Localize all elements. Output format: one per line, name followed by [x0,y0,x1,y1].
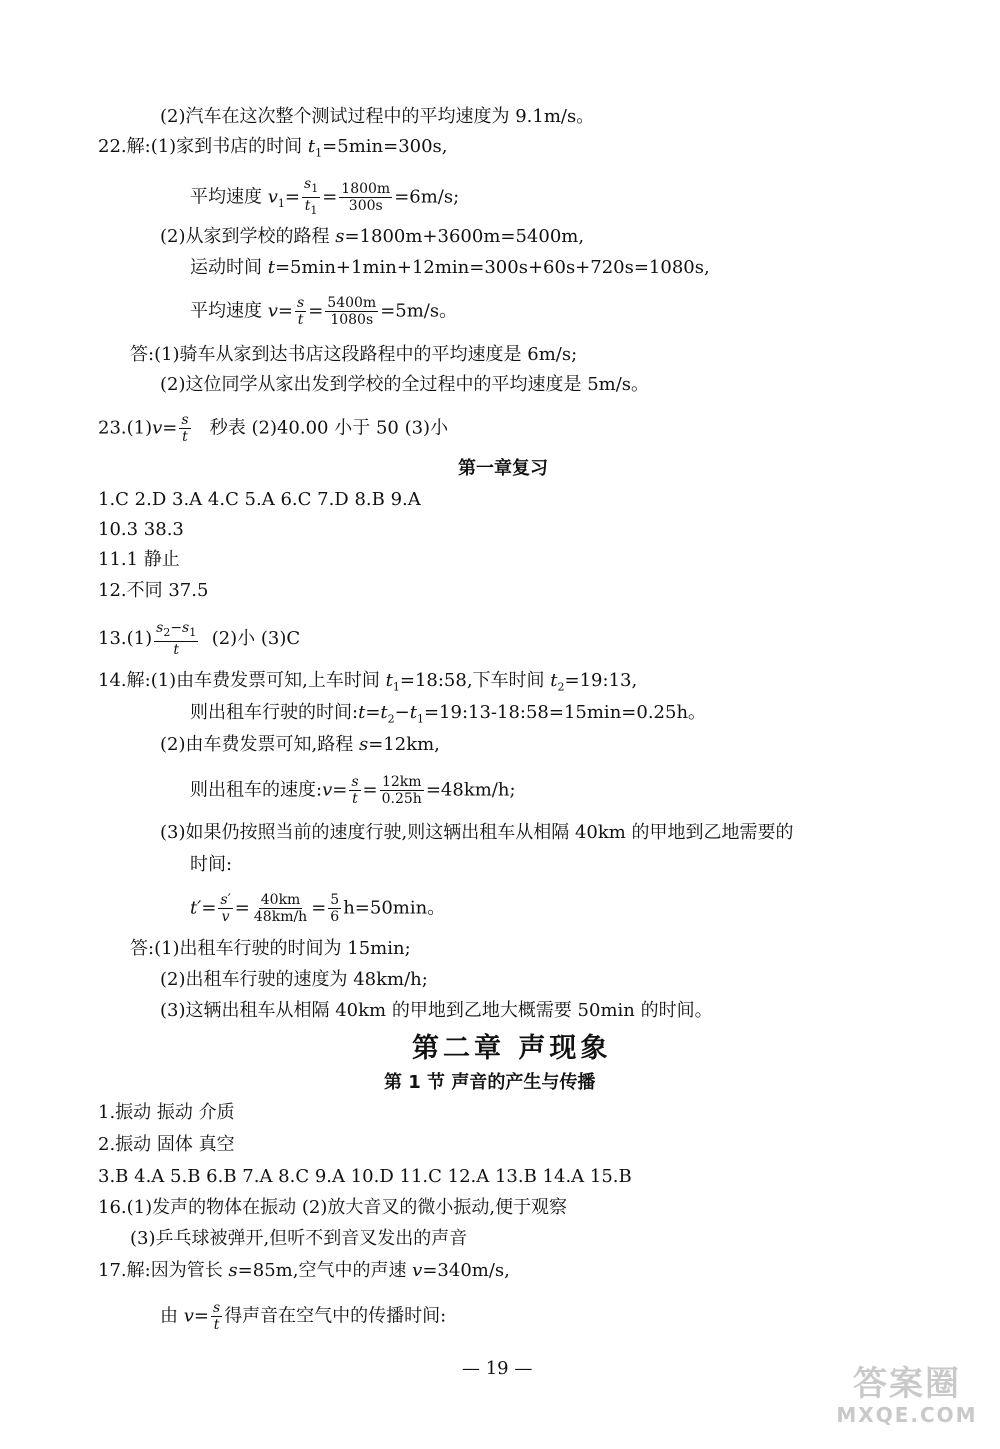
review-12: 12.不同 37.5 [98,580,209,601]
review-14-ans3: (3)这辆出租车从相隔 40km 的甲地到乙地大概需要 50min 的时间。 [160,1000,713,1021]
section-answer-1: 1.振动 振动 介质 [98,1102,235,1123]
review-14-ans2: (2)出租车行驶的速度为 48km/h; [160,969,428,990]
chapter-title: 第二章 声现象 [412,1033,612,1064]
review-14-line6: 时间: [190,854,233,875]
review-14-speed: 则出租车的速度:v= $\frac{s}{t}$ = $\frac{12km}{0.25h}$ =48km/h; [190,774,516,807]
answer-22-ans1: 答:(1)骑车从家到达书店这段路程中的平均速度是 6m/s; [130,344,578,365]
review-14-line5: (3)如果仍按照当前的速度行驶,则这辆出租车从相隔 40km 的甲地到乙地需要的 [160,822,794,843]
section-answer-3-15: 3.B 4.A 5.B 6.B 7.A 8.C 9.A 10.D 11.C 12.A 13.B 14.A 15.B [98,1166,632,1187]
section-answer-17b: 由 v= $\frac{s}{t}$ 得声音在空气中的传播时间: [160,1300,447,1333]
review-14-line3: (2)由车费发票可知,路程 s=12km, [160,734,440,755]
review-title: 第一章复习 [458,458,548,479]
review-1-9: 1.C 2.D 3.A 4.C 5.A 6.C 7.D 8.B 9.A [98,489,421,510]
answer-22-dist: (2)从家到学校的路程 s=1800m+3600m=5400m, [160,226,585,247]
review-13: 13.(1) $\frac{s_2-s_1}{t}$ (2)小 (3)C [98,620,301,658]
section-answer-2: 2.振动 固体 真空 [98,1134,235,1155]
answer-22-avg1: 平均速度 $v_1=$ $\frac{s_1}{t_1}$ = $\frac{1800m}{300s}$ =6m/s; [190,176,460,217]
section-title: 第 1 节 声音的产生与传播 [384,1072,596,1093]
answer-22-avg2: 平均速度 v= $\frac{s}{t}$ = $\frac{5400m}{1080s}$ =5m/s。 [190,295,458,328]
review-14-line2: 则出租车行驶的时间$:t=t_2-t_1=19:13-18:58=15\min=0.25h$。 [190,702,707,726]
review-10: 10.3 38.3 [98,519,184,540]
review-14-line1: 14.解:(1)由车费发票可知,上车时间 $t_1=18:58$,下车时间 $t_2=19:13$, [98,670,638,694]
review-14-ans1: 答:(1)出租车行驶的时间为 15min; [130,938,411,959]
answer-22-line1: 22.解:(1)家到书店的时间 $t_1=5\min=300s$, [98,136,448,160]
watermark-logo: 答案圈 MXQE.COM [836,1364,978,1427]
answer-22-time: 运动时间 t=5min+1min+12min=300s+60s+720s=1080s, [190,257,710,278]
answer-23: 23.(1)v= $\frac{s}{t}$ 秒表 (2)40.00 小于 50 (3)小 [98,412,449,445]
section-answer-16b: (3)乒乓球被弹开,但听不到音叉发出的声音 [130,1228,468,1249]
answer-21-line: (2)汽车在这次整个测试过程中的平均速度为 9.1m/s。 [160,106,595,127]
page-number: — 19 — [462,1358,533,1379]
answer-22-ans2: (2)这位同学从家出发到学校的全过程中的平均速度是 5m/s。 [160,374,650,395]
review-14-time: t′= $\frac{s'}{v}$ = $\frac{40km}{48km/h}$ = $\frac{5}{6}$ h=50min。 [190,892,446,925]
review-11: 11.1 静止 [98,549,180,570]
section-answer-16a: 16.(1)发声的物体在振动 (2)放大音叉的微小振动,便于观察 [98,1197,568,1218]
section-answer-17a: 17.解:因为管长 s=85m,空气中的声速 v=340m/s, [98,1260,510,1281]
